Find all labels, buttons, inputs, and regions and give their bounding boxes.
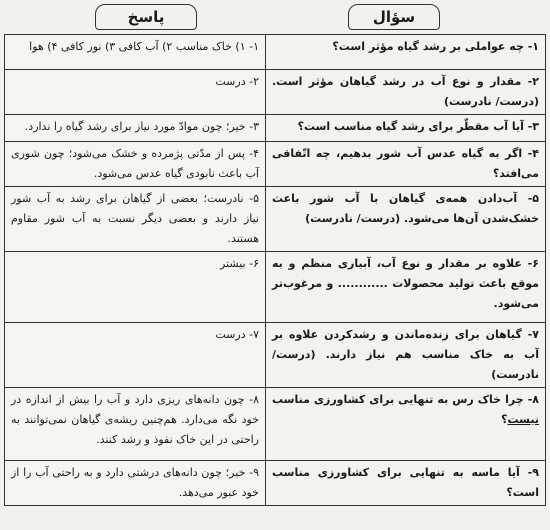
answer-cell: ۱- ۱) خاک مناسب ۲) آب کافی ۳) نور کافی ۴) هوا xyxy=(5,35,266,70)
answer-column-title: پاسخ xyxy=(95,4,197,30)
question-cell: ۶- علاوه بر مقدار و نوع آب، آبیاری منظم و به موقع باعث تولید محصولات ............ و مرغوب‌تر می‌شود. xyxy=(266,252,546,323)
question-answer-table xyxy=(4,34,546,506)
table-row xyxy=(5,187,546,252)
answer-cell: ۸- چون دانه‌های ریزی دارد و آب را بیش از اندازه در خود نگه می‌دارد. هم‌چنین ریشه‌ی گیاهان نمی‌توانند به راحتی در این خاک نفوذ و رشد کنند. xyxy=(5,388,266,461)
question-cell: ۱- چه عواملی بر رشد گیاه مؤثر است؟ xyxy=(266,35,546,70)
question-cell: ۲- مقدار و نوع آب در رشد گیاهان مؤثر است. (درست/ نادرست) xyxy=(266,70,546,115)
table-row xyxy=(5,142,546,187)
answer-cell: ۷- درست xyxy=(5,323,266,388)
question-cell: ۵- آب‌دادن همه‌ی گیاهان با آب شور باعث خشک‌شدن آن‌ها می‌شود. (درست/ نادرست) xyxy=(266,187,546,252)
table-row xyxy=(5,323,546,388)
answer-cell: ۴- پس از مدّتی پژمرده و خشک می‌شود؛ چون شوری آب باعث نابودی گیاه عدس می‌شود. xyxy=(5,142,266,187)
answer-cell: ۲- درست xyxy=(5,70,266,115)
table-row xyxy=(5,70,546,115)
question-cell: ۴- اگر به گیاه عدس آب شور بدهیم، چه اتّفاقی می‌افتد؟ xyxy=(266,142,546,187)
table-row xyxy=(5,461,546,506)
table-header xyxy=(0,0,550,36)
question-text: ۸- چرا خاک رس به تنهایی برای کشاورزی مناسب xyxy=(272,393,539,406)
table-row xyxy=(5,115,546,142)
question-cell: ۹- آیا ماسه به تنهایی برای کشاورزی مناسب است؟ xyxy=(266,461,546,506)
question-column-title: سؤال xyxy=(348,4,440,30)
question-cell: ۳- آیا آب مقطّر برای رشد گیاه مناسب است؟ xyxy=(266,115,546,142)
question-cell: ۷- گیاهان برای زنده‌ماندن و رشدکردن علاوه بر آب به خاک مناسب هم نیاز دارند. (درست/ نادرست) xyxy=(266,323,546,388)
table-row xyxy=(5,35,546,70)
answer-cell: ۵- نادرست؛ بعضی از گیاهان برای رشد به آب شور نیاز دارند و بعضی دیگر نسبت به آب شور مقاوم هستند. xyxy=(5,187,266,252)
question-mark: ؟ xyxy=(501,413,508,426)
answer-cell: ۶- بیشتر xyxy=(5,252,266,323)
underlined-word: نیست xyxy=(507,413,539,426)
answer-cell: ۳- خیر؛ چون موادّ مورد نیاز برای رشد گیاه را ندارد. xyxy=(5,115,266,142)
answer-cell: ۹- خیر؛ چون دانه‌های درشتی دارد و به راحتی آب را از خود عبور می‌دهد. xyxy=(5,461,266,506)
table-row xyxy=(5,388,546,461)
question-cell xyxy=(266,388,546,461)
table-row xyxy=(5,252,546,323)
